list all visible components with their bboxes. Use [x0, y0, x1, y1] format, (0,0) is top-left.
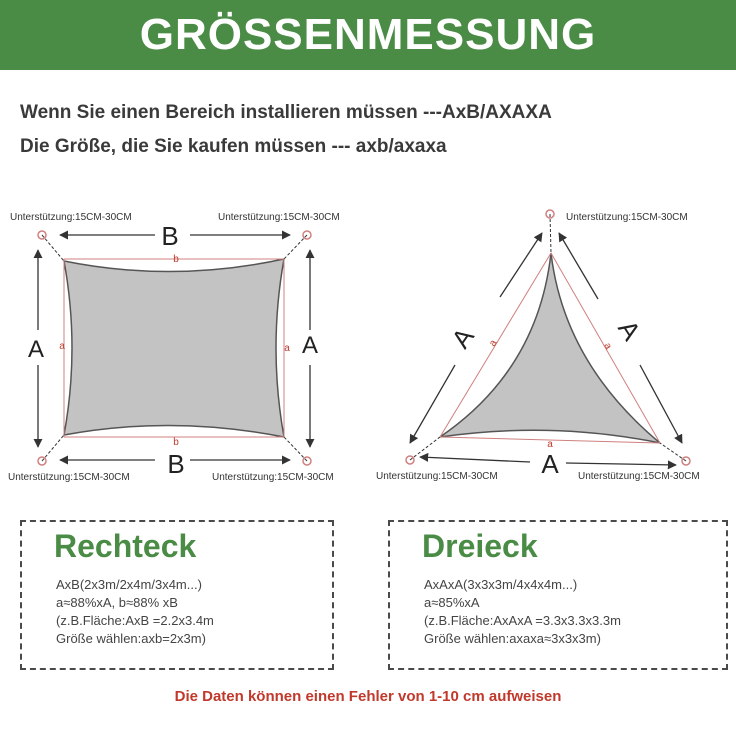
label-big-width-top: B: [161, 221, 179, 251]
rectangle-box-line: a≈88%xA, b≈88% xB: [56, 595, 178, 610]
triangle-info-box: [388, 520, 728, 670]
rectangle-box-line: AxB(2x3m/2x4m/3x4m...): [56, 577, 202, 592]
triangle-box-lines: [424, 576, 621, 648]
rectangle-shade-shape: [64, 259, 284, 437]
support-label-top-right: Unterstützung:15CM-30CM: [218, 212, 340, 223]
rectangle-box-title: Rechteck: [54, 528, 197, 564]
label-small-side-bottom: a: [547, 439, 553, 450]
triangle-box-line: (z.B.Fläche:AxAxA =3.3x3.3x3.3m: [424, 613, 621, 628]
label-small-height-left: a: [59, 341, 65, 352]
rectangle-box-lines: [56, 576, 214, 648]
label-small-side-left: a: [487, 338, 500, 349]
rectangle-box-line: Größe wählen:axb=2x3m): [56, 631, 206, 646]
intro-line-purchase: Die Größe, die Sie kaufen müssen --- axb/axaxa: [20, 136, 447, 157]
intro-line-install: Wenn Sie einen Bereich installieren müssen ---AxB/AXAXA: [20, 102, 552, 123]
label-big-side-right: A: [612, 314, 647, 346]
label-small-side-right: a: [601, 341, 614, 352]
support-label-bottom-left: Unterstützung:15CM-30CM: [8, 472, 130, 483]
rectangle-box-line: (z.B.Fläche:AxB =2.2x3.4m: [56, 613, 214, 628]
rectangle-info-box: [20, 520, 334, 670]
label-small-height-right: a: [284, 343, 290, 354]
triangle-box-line: Größe wählen:axaxa≈3x3x3m): [424, 631, 601, 646]
triangle-box-title: Dreieck: [422, 528, 538, 564]
label-big-height-left: A: [27, 336, 45, 363]
triangle-box-line: a≈85%xA: [424, 595, 480, 610]
label-big-side-left: A: [445, 322, 480, 354]
support-label-bottom-left: Unterstützung:15CM-30CM: [376, 471, 498, 482]
triangle-diagram: [376, 210, 700, 482]
page-title: GRÖSSENMESSUNG: [139, 10, 597, 59]
label-big-width-bottom: B: [167, 449, 185, 479]
support-label-top: Unterstützung:15CM-30CM: [566, 212, 688, 223]
triangle-box-line: AxAxA(3x3x3m/4x4x4m...): [424, 577, 578, 592]
support-label-top-left: Unterstützung:15CM-30CM: [10, 212, 132, 223]
support-label-bottom-right: Unterstützung:15CM-30CM: [212, 472, 334, 483]
size-diagram: [0, 195, 736, 495]
rectangle-diagram: [8, 212, 340, 483]
error-tolerance-note: Die Daten können einen Fehler von 1-10 cm aufweisen: [174, 688, 562, 705]
title-banner: [0, 0, 736, 70]
label-small-width-bottom: b: [173, 437, 179, 448]
support-label-bottom-right: Unterstützung:15CM-30CM: [578, 471, 700, 482]
intro-text: [20, 102, 720, 170]
label-small-width-top: b: [173, 254, 179, 265]
label-big-height-right: A: [301, 332, 319, 359]
label-big-side-bottom: A: [541, 449, 559, 479]
